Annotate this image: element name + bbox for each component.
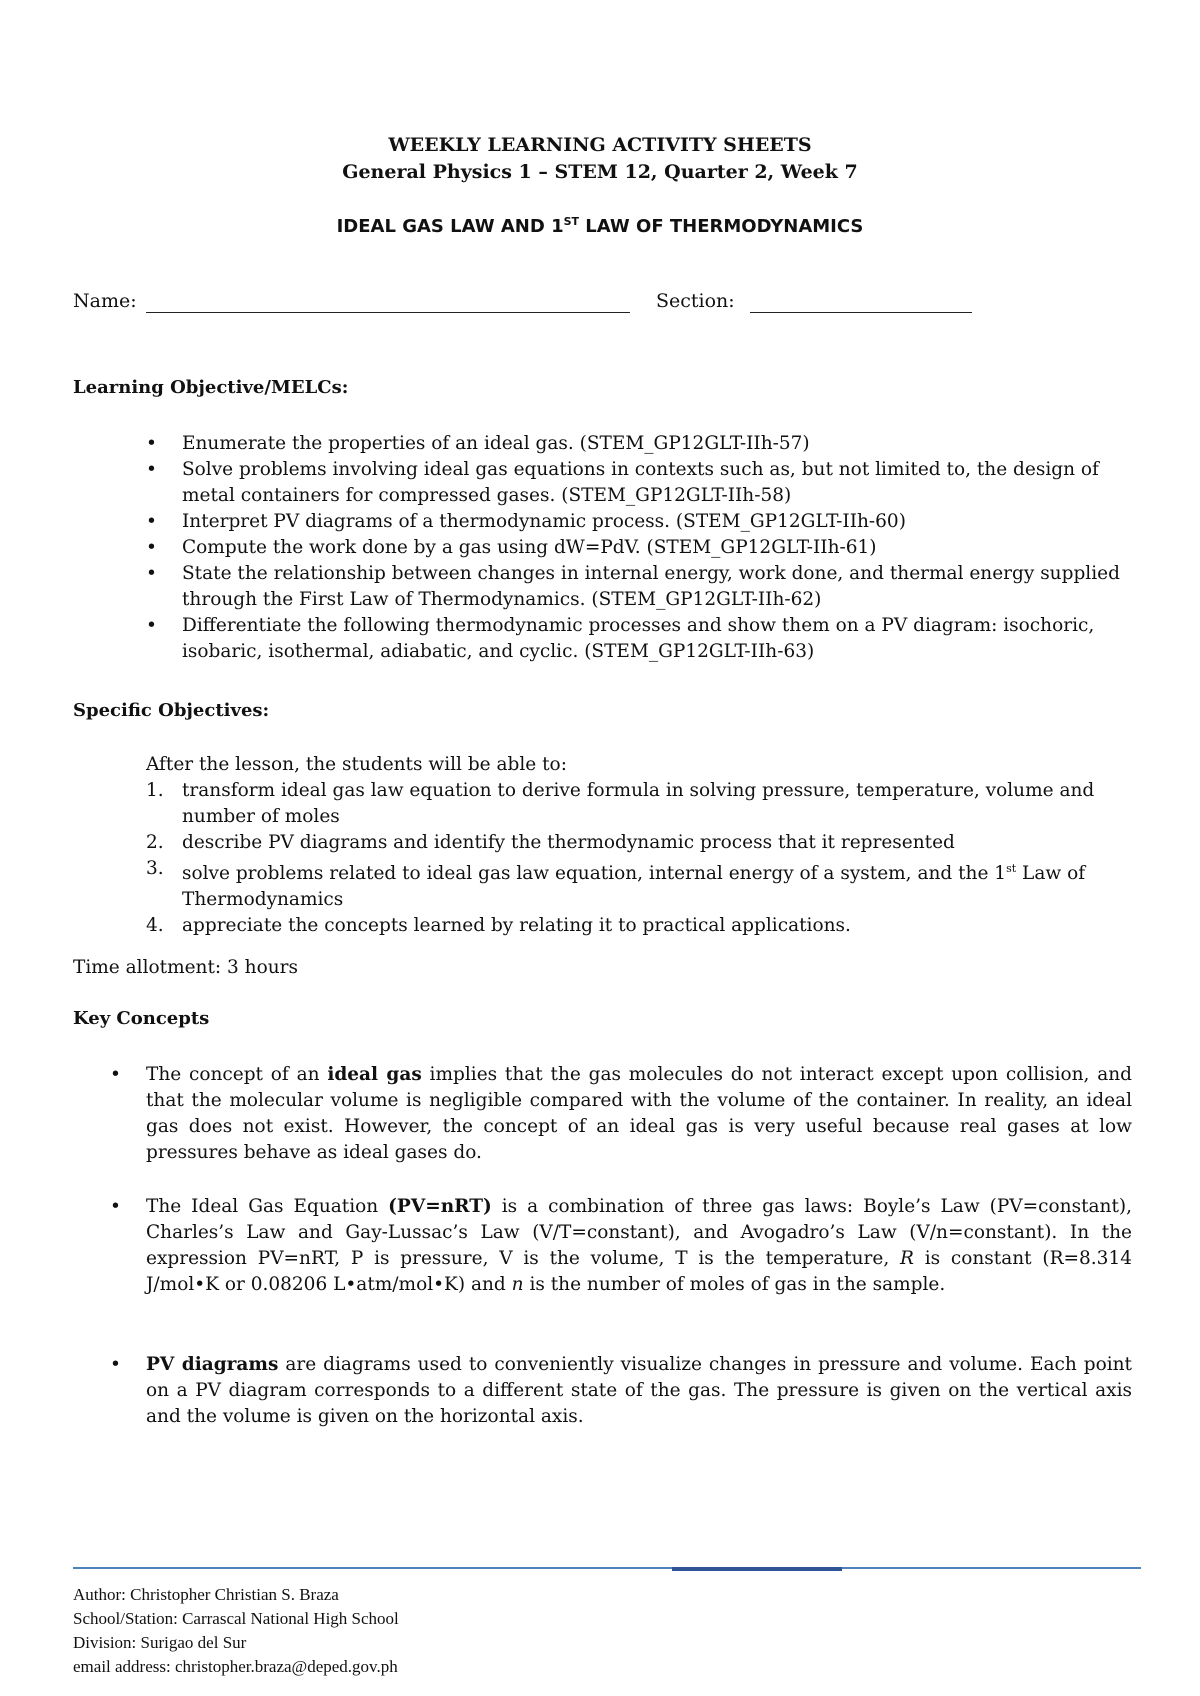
key-concept-ideal-gas: [146, 1062, 1132, 1166]
course-subtitle: General Physics 1 – STEM 12, Quarter 2, Week 7: [342, 161, 858, 183]
section-blank[interactable]: [750, 312, 972, 313]
objectives-list: [182, 431, 1132, 665]
lesson-title-part1: IDEAL GAS LAW AND 1: [336, 216, 564, 237]
lesson-title-sup: ST: [563, 215, 580, 228]
list-item: 3. solve problems related to ideal gas law equation, internal energy of a system, and the 1st Law of Thermodynamics: [146, 858, 1086, 911]
list-item: 1. transform ideal gas law equation to derive formula in solving pressure, temperature, volume and number of moles: [146, 780, 1095, 827]
list-item-text: describe PV diagrams and identify the thermodynamic process that it represented: [182, 832, 955, 853]
text: is a combination of three gas laws: Boyle’s Law (PV=constant), Charles’s Law and Gay-Lussac’s Law (V/T=constant), and Avogadro’s Law (V/n=constant). In the expression PV=nRT, P is pressure, V is the volume, T is the temperature,: [146, 1196, 1132, 1269]
footer-divider: [73, 1567, 1141, 1569]
list-item-text: appreciate the concepts learned by relating it to practical applications.: [182, 915, 851, 937]
footer-divider-accent: [672, 1567, 842, 1571]
text: is the number of moles of gas in the sample.: [523, 1274, 946, 1295]
term: ideal gas: [327, 1064, 422, 1085]
superscript: st: [1006, 862, 1017, 875]
footer-division: Division: Surigao del Sur: [73, 1633, 247, 1652]
name-blank[interactable]: [146, 312, 630, 313]
footer-email: email address: christopher.braza@deped.gov.ph: [73, 1657, 398, 1676]
specific-objectives-heading: Specific Objectives:: [73, 700, 270, 721]
specific-objectives-list: [146, 778, 1132, 939]
variable: R: [899, 1248, 914, 1269]
objectives-heading: Learning Objective/MELCs:: [73, 377, 349, 398]
list-item: 4. appreciate the concepts learned by relating it to practical applications.: [146, 915, 851, 937]
lesson-title: [0, 215, 1200, 237]
list-item: • Interpret PV diagrams of a thermodynamic process. (STEM_GP12GLT-IIh-60): [182, 509, 1132, 535]
specific-intro: After the lesson, the students will be able to:: [146, 754, 567, 775]
key-concept-pv-diagrams: [146, 1352, 1132, 1430]
text: The concept of an: [146, 1064, 328, 1085]
key-concept-ideal-gas-equation: [146, 1194, 1132, 1298]
key-concepts-heading: Key Concepts: [73, 1008, 210, 1029]
list-item-text: transform ideal gas law equation to derive formula in solving pressure, temperature, volume and number of moles: [182, 780, 1095, 827]
footer-author: Author: Christopher Christian S. Braza: [73, 1585, 339, 1604]
sheet-title: WEEKLY LEARNING ACTIVITY SHEETS: [388, 134, 812, 156]
list-item-text: Law of Thermodynamics: [182, 863, 1086, 911]
list-item: 2. describe PV diagrams and identify the thermodynamic process that it represented: [146, 832, 955, 853]
list-item: • Compute the work done by a gas using dW=PdV. (STEM_GP12GLT-IIh-61): [182, 535, 1132, 561]
list-item: • Differentiate the following thermodynamic processes and show them on a PV diagram: isochoric, isobaric, isothermal, adiabatic, and cyclic. (STEM_GP12GLT-IIh-63): [182, 613, 1132, 665]
term: PV diagrams: [146, 1354, 279, 1375]
term: (PV=nRT): [388, 1196, 492, 1217]
name-label: Name:: [73, 290, 137, 312]
list-item-text: solve problems related to ideal gas law equation, internal energy of a system, and the 1: [182, 863, 1007, 885]
text: implies that the gas molecules do not interact except upon collision, and that the molecular volume is negligible compared with the volume of the container. In reality, an ideal gas does not exist. However, the concept of an ideal gas is very useful because real gases at low pressures behave as ideal gases do.: [146, 1064, 1133, 1163]
text: are diagrams used to conveniently visualize changes in pressure and volume. Each point on a PV diagram corresponds to a different state of the gas. The pressure is given on the vertical axis and the volume is given on the horizontal axis.: [146, 1354, 1132, 1427]
footer-school: School/Station: Carrascal National High School: [73, 1609, 399, 1628]
list-item: • Solve problems involving ideal gas equations in contexts such as, but not limited to, the design of metal containers for compressed gases. (STEM_GP12GLT-IIh-58): [182, 457, 1132, 509]
text: The Ideal Gas Equation: [146, 1196, 389, 1217]
variable: n: [511, 1274, 524, 1295]
text: is constant (R=8.314 J/mol•K or 0.08206 L•atm/mol•K) and: [146, 1248, 1132, 1295]
time-allotment: Time allotment: 3 hours: [73, 957, 298, 978]
lesson-title-part2: LAW OF THERMODYNAMICS: [579, 216, 864, 237]
list-item: • State the relationship between changes in internal energy, work done, and thermal energy supplied through the First Law of Thermodynamics. (STEM_GP12GLT-IIh-62): [182, 561, 1132, 613]
section-label: Section:: [656, 290, 735, 312]
list-item: • Enumerate the properties of an ideal gas. (STEM_GP12GLT-IIh-57): [182, 431, 1132, 457]
